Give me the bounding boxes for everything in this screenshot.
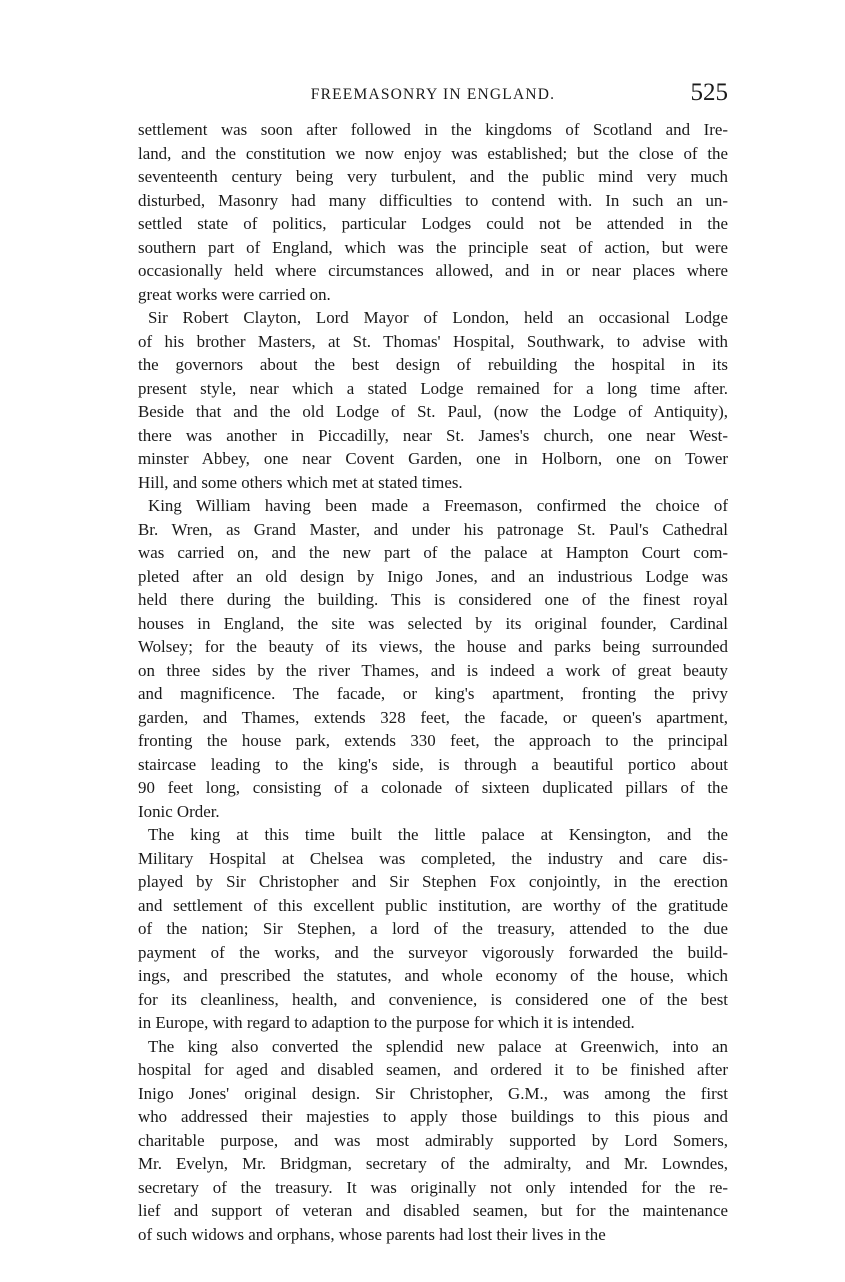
text-line: garden, and Thames, extends 328 feet, the facade, or queen's apartment, — [138, 707, 728, 727]
book-page — [138, 78, 728, 1246]
text-line: lief and support of veteran and disabled seamen, but for the maintenance — [138, 1201, 728, 1220]
text-line: great works were carried on. — [138, 284, 331, 304]
text-line: settlement was soon after followed in the kingdoms of Scotland and Ire- — [138, 120, 728, 139]
text-line: on three sides by the river Thames, and is indeed a work of great beauty — [138, 660, 728, 680]
text-line: Br. Wren, as Grand Master, and under his patronage St. Paul's Cathedral — [138, 519, 728, 539]
text-line: The king also converted the splendid new palace at Greenwich, into an — [148, 1036, 728, 1056]
text-line: staircase leading to the king's side, is through a beautiful portico about — [138, 754, 728, 774]
paragraph — [138, 306, 728, 494]
text-line: Inigo Jones' original design. Sir Christopher, G.M., was among the first — [138, 1083, 728, 1103]
page-number: 525 — [690, 79, 728, 106]
text-line: was carried on, and the new part of the palace at Hampton Court com- — [138, 543, 728, 562]
text-line: Hill, and some others which met at stated times. — [138, 472, 463, 492]
text-line: of the nation; Sir Stephen, a lord of the treasury, attended to the due — [138, 919, 728, 938]
text-line: Mr. Evelyn, Mr. Bridgman, secretary of the admiralty, and Mr. Lowndes, — [138, 1154, 728, 1173]
text-line: the governors about the best design of rebuilding the hospital in its — [138, 355, 728, 374]
text-line: fronting the house park, extends 330 feet, the approach to the principal — [138, 731, 728, 750]
text-line: King William having been made a Freemason, confirmed the choice of — [148, 496, 728, 515]
text-line: pleted after an old design by Inigo Jones, and an industrious Lodge was — [138, 566, 728, 586]
text-line: land, and the constitution we now enjoy was established; but the close of the — [138, 143, 728, 163]
text-line: Military Hospital at Chelsea was completed, the industry and care dis- — [138, 848, 728, 868]
running-title: FREEMASONRY IN ENGLAND. — [310, 86, 556, 103]
text-line: secretary of the treasury. It was originally not only intended for the re- — [138, 1177, 728, 1197]
text-line: houses in England, the site was selected by its original founder, Cardinal — [138, 613, 728, 633]
text-line: in Europe, with regard to adaption to the purpose for which it is intended. — [138, 1013, 635, 1032]
text-line: The king at this time built the little palace at Kensington, and the — [148, 825, 728, 844]
text-line: settled state of politics, particular Lodges could not be attended in the — [138, 214, 728, 233]
text-line: played by Sir Christopher and Sir Stephen Fox conjointly, in the erection — [138, 872, 728, 891]
text-line: disturbed, Masonry had many difficulties to contend with. In such an un- — [138, 190, 728, 210]
text-line: Wolsey; for the beauty of its views, the house and parks being surrounded — [138, 637, 728, 656]
text-line: for its cleanliness, health, and convenience, is considered one of the best — [138, 989, 728, 1009]
paragraph — [138, 1035, 728, 1247]
paragraph — [138, 494, 728, 823]
text-line: occasionally held where circumstances allowed, and in or near places where — [138, 261, 728, 280]
text-line: Ionic Order. — [138, 801, 220, 821]
paragraph — [138, 118, 728, 306]
text-line: ings, and prescribed the statutes, and whole economy of the house, which — [138, 966, 728, 985]
text-line: who addressed their majesties to apply those buildings to this pious and — [138, 1107, 728, 1126]
text-line: Beside that and the old Lodge of St. Paul, (now the Lodge of Antiquity), — [138, 402, 728, 421]
paragraph — [138, 823, 728, 1035]
body-text — [138, 118, 728, 1246]
text-line: 90 feet long, consisting of a colonade of sixteen duplicated pillars of the — [138, 778, 728, 797]
text-line: and settlement of this excellent public institution, are worthy of the gratitude — [138, 895, 728, 915]
text-line: present style, near which a stated Lodge remained for a long time after. — [138, 378, 728, 398]
text-line: of such widows and orphans, whose parents had lost their lives in the — [138, 1224, 606, 1244]
text-line: of his brother Masters, at St. Thomas' Hospital, Southwark, to advise with — [138, 331, 728, 351]
text-line: charitable purpose, and was most admirably supported by Lord Somers, — [138, 1130, 728, 1150]
text-line: Sir Robert Clayton, Lord Mayor of London, held an occasional Lodge — [148, 308, 728, 327]
text-line: there was another in Piccadilly, near St. James's church, one near West- — [138, 425, 728, 445]
running-head — [138, 78, 728, 112]
text-line: hospital for aged and disabled seamen, and ordered it to be finished after — [138, 1060, 728, 1079]
text-line: and magnificence. The facade, or king's apartment, fronting the privy — [138, 684, 728, 703]
text-line: held there during the building. This is considered one of the finest royal — [138, 590, 728, 609]
text-line: southern part of England, which was the principle seat of action, but were — [138, 237, 728, 257]
text-line: payment of the works, and the surveyor vigorously forwarded the build- — [138, 942, 728, 962]
text-line: seventeenth century being very turbulent, and the public mind very much — [138, 167, 728, 186]
text-line: minster Abbey, one near Covent Garden, one in Holborn, one on Tower — [138, 449, 728, 468]
